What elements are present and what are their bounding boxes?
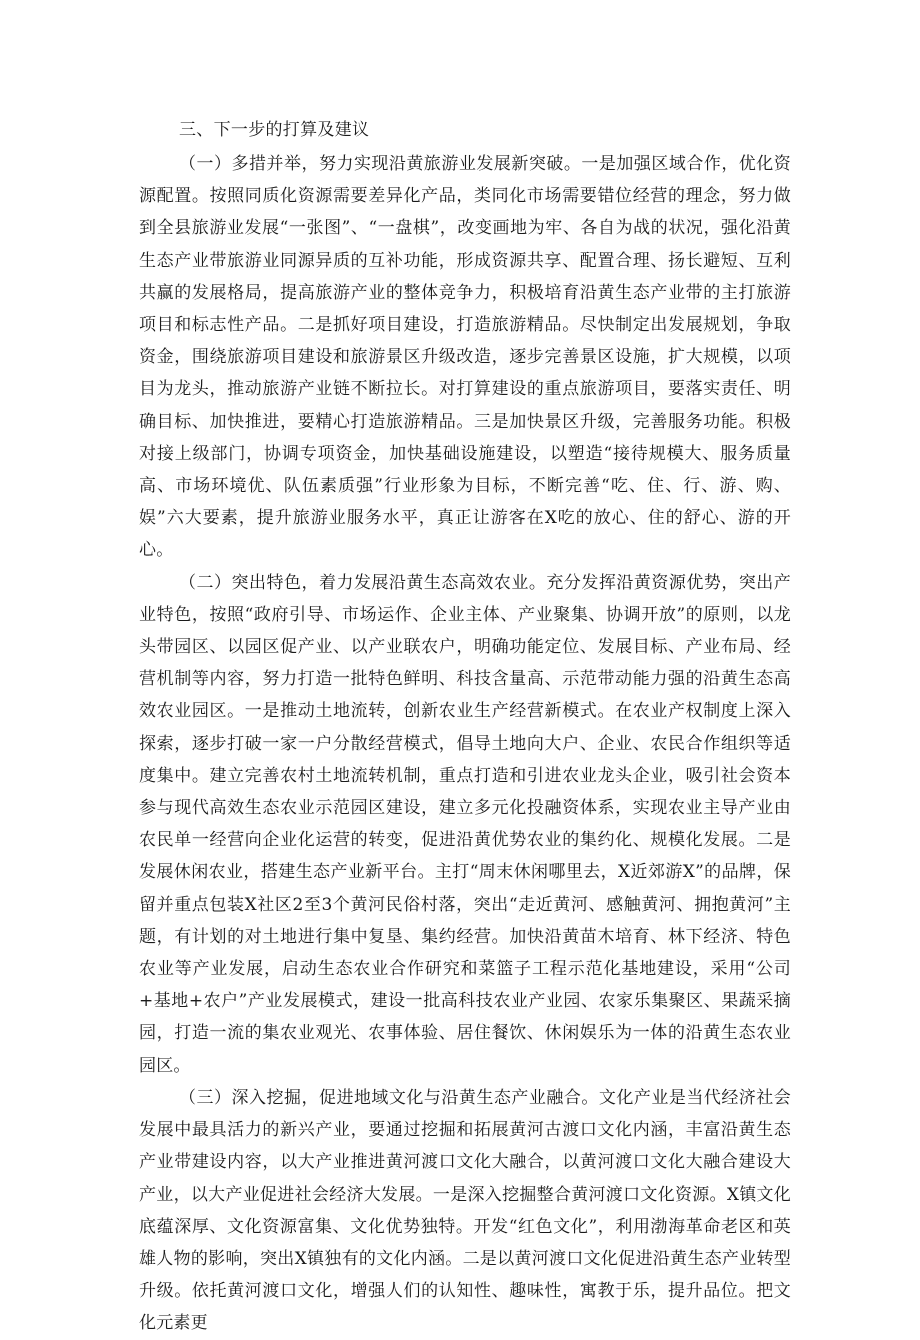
section-heading: 三、下一步的打算及建议 [179,120,370,140]
document-page [139,112,791,1340]
paragraph-tourism: （一）多措并举，努力实现沿黄旅游业发展新突破。一是加强区域合作，优化资源配置。按照同质化资源需要差异化产品，类同化市场需要错位经营的理念，努力做到全县旅游业发展“一张图”、“一盘棋”，改变画地为牢、各自为战的状况，强化沿黄生态产业带旅游业同源异质的互补功能，形成资源共享、配置合理、扬长避短、互利共赢的发展格局，提高旅游产业的整体竞争力，积极培育沿黄生态产业带的主打旅游项目和标志性产品。二是抓好项目建设，打造旅游精品。尽快制定出发展规划，争取资金，围绕旅游项目建设和旅游景区升级改造，逐步完善景区设施，扩大规模，以项目为龙头，推动旅游产业链不断拉长。对打算建设的重点旅游项目，要落实责任、明确目标、加快推进，要精心打造旅游精品。三是加快景区升级，完善服务功能。积极对接上级部门，协调专项资金，加快基础设施建设，以塑造“接待规模大、服务质量高、市场环境优、队伍素质强”行业形象为目标，不断完善“吃、住、行、游、购、娱”六大要素，提升旅游业服务水平，真正让游客在X吃的放心、住的舒心、游的开心。 [139,154,791,561]
paragraph-culture: （三）深入挖掘，促进地域文化与沿黄生态产业融合。文化产业是当代经济社会发展中最具活力的新兴产业，要通过挖掘和拓展黄河古渡口文化内涵，丰富沿黄生态产业带建设内容，以大产业推进黄河渡口文化大融合，以黄河渡口文化大融合建设大产业，以大产业促进社会经济大发展。一是深入挖掘整合黄河渡口文化资源。X镇文化底蕴深厚、文化资源富集、文化优势独特。开发“红色文化”，利用渤海革命老区和英雄人物的影响，突出X镇独有的文化内涵。二是以黄河渡口文化促进沿黄生态产业转型升级。依托黄河渡口文化，增强人们的认知性、趣味性，寓教于乐，提升品位。把文化元素更 [139,1087,791,1334]
paragraph-agriculture: （二）突出特色，着力发展沿黄生态高效农业。充分发挥沿黄资源优势，突出产业特色，按照“政府引导、市场运作、企业主体、产业聚集、协调开放”的原则，以龙头带园区、以园区促产业、以产业联农户，明确功能定位、发展目标、产业布局、经营机制等内容，努力打造一批特色鲜明、科技含量高、示范带动能力强的沿黄生态高效农业园区。一是推动土地流转，创新农业生产经营新模式。在农业产权制度上深入探索，逐步打破一家一户分散经营模式，倡导土地向大户、企业、农民合作组织等适度集中。建立完善农村土地流转机制，重点打造和引进农业龙头企业，吸引社会资本参与现代高效生态农业示范园区建设，建立多元化投融资体系，实现农业主导产业由农民单一经营向企业化运营的转变，促进沿黄优势农业的集约化、规模化发展。二是发展休闲农业，搭建生态产业新平台。主打“周末休闲哪里去，X近郊游X”的品牌，保留并重点包装X社区2至3个黄河民俗村落，突出“走近黄河、感触黄河、拥抱黄河”主题，有计划的对土地进行集中复垦、集约经营。加快沿黄苗木培育、林下经济、特色农业等产业发展，启动生态农业合作研究和菜篮子工程示范化基地建设，采用“公司+基地+农户”产业发展模式，建设一批高科技农业产业园、农家乐集聚区、果蔬采摘园，打造一流的集农业观光、农事体验、居住餐饮、休闲娱乐为一体的沿黄生态农业园区。 [139,572,791,1076]
